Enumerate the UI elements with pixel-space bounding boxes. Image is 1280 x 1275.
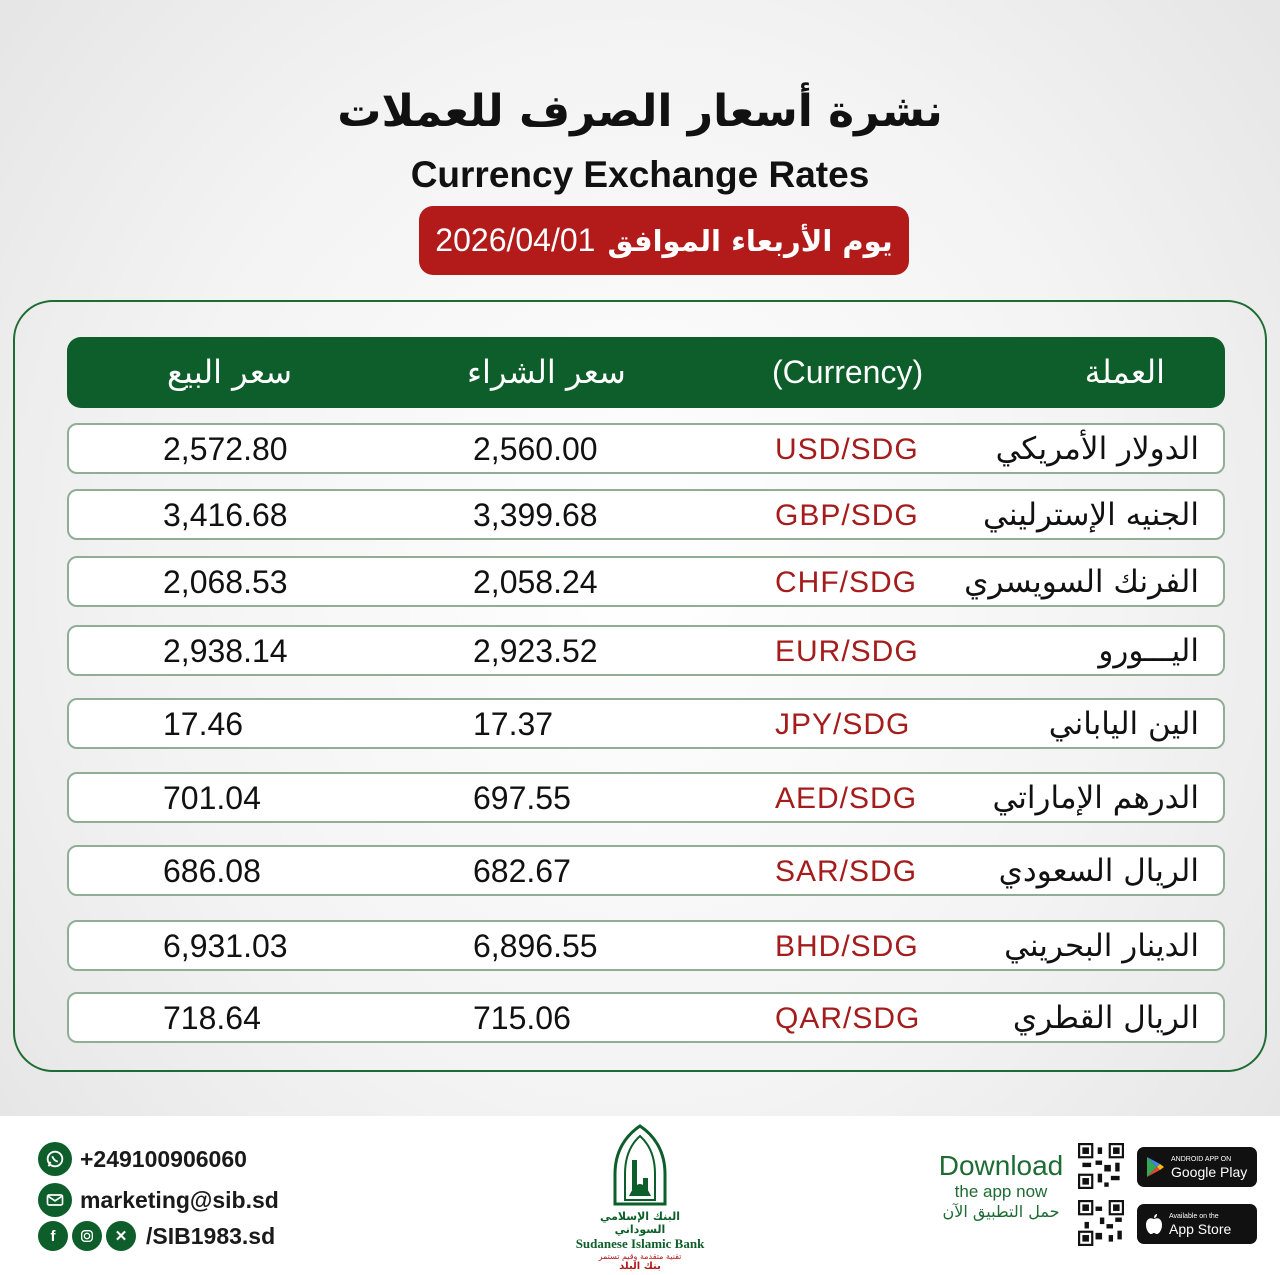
table-row bbox=[67, 423, 1225, 474]
bank-tagline: تقنية متقدمة وقيم تستمر bbox=[598, 1252, 682, 1261]
bank-logo bbox=[575, 1124, 705, 1272]
buy-rate: 2,560.00 bbox=[473, 431, 598, 467]
contact-phone[interactable] bbox=[38, 1142, 247, 1176]
phone-number: +249100906060 bbox=[80, 1145, 247, 1172]
sell-rate: 3,416.68 bbox=[163, 497, 288, 533]
sell-rate: 2,068.53 bbox=[163, 564, 288, 600]
email-address: marketing@sib.sd bbox=[80, 1186, 279, 1213]
buy-rate: 17.37 bbox=[473, 706, 554, 742]
sell-rate: 701.04 bbox=[163, 780, 261, 816]
google-play-label: Google Play bbox=[1171, 1163, 1248, 1180]
contact-email[interactable] bbox=[38, 1183, 279, 1217]
buy-rate: 2,058.24 bbox=[473, 564, 598, 600]
currency-code: BHD/SDG bbox=[775, 930, 919, 963]
currency-name: اليـــورو bbox=[1098, 633, 1199, 669]
download-text bbox=[930, 1150, 1072, 1221]
currency-code: EUR/SDG bbox=[775, 635, 919, 668]
apple-icon bbox=[1145, 1213, 1163, 1235]
buy-rate: 697.55 bbox=[473, 780, 571, 816]
currency-name: الدولار الأمريكي bbox=[995, 431, 1199, 467]
currency-code: USD/SDG bbox=[775, 433, 919, 466]
header-currency-ar: العملة bbox=[1084, 353, 1165, 391]
sell-rate: 17.46 bbox=[163, 706, 244, 742]
table-row bbox=[67, 920, 1225, 971]
google-play-icon bbox=[1145, 1156, 1165, 1178]
page-title-english: Currency Exchange Rates bbox=[410, 154, 870, 195]
sell-rate: 2,938.14 bbox=[163, 633, 288, 669]
qr-code[interactable] bbox=[1078, 1143, 1124, 1189]
buy-rate: 715.06 bbox=[473, 1000, 571, 1036]
download-title: Download bbox=[938, 1150, 1064, 1181]
bank-slogan: بنك البلد bbox=[619, 1261, 661, 1272]
currency-name: الريال السعودي bbox=[998, 853, 1199, 889]
table-row bbox=[67, 772, 1225, 823]
table-header bbox=[67, 337, 1225, 408]
table-row bbox=[67, 625, 1225, 676]
app-store-caption: Available on the bbox=[1169, 1212, 1219, 1220]
download-arabic: حمل التطبيق الآن bbox=[942, 1202, 1060, 1221]
facebook-icon[interactable]: f bbox=[38, 1221, 68, 1251]
buy-rate: 6,896.55 bbox=[473, 928, 598, 964]
date-banner bbox=[419, 206, 909, 275]
page-title-arabic: نشرة أسعار الصرف للعملات bbox=[337, 86, 943, 137]
table-row bbox=[67, 489, 1225, 540]
buy-rate: 2,923.52 bbox=[473, 633, 598, 669]
currency-code: CHF/SDG bbox=[775, 566, 917, 599]
currency-code: SAR/SDG bbox=[775, 855, 918, 888]
mosque-logo-icon bbox=[605, 1124, 675, 1206]
app-store-button[interactable] bbox=[1137, 1204, 1257, 1244]
buy-rate: 682.67 bbox=[473, 853, 571, 889]
currency-name: الدرهم الإماراتي bbox=[992, 780, 1199, 816]
currency-code: JPY/SDG bbox=[775, 708, 911, 741]
currency-name: الدينار البحريني bbox=[1004, 928, 1199, 964]
buy-rate: 3,399.68 bbox=[473, 497, 598, 533]
google-play-caption: ANDROID APP ON bbox=[1171, 1155, 1232, 1163]
sell-rate: 2,572.80 bbox=[163, 431, 288, 467]
download-subtitle: the app now bbox=[954, 1182, 1048, 1201]
table-row bbox=[67, 992, 1225, 1043]
instagram-icon[interactable] bbox=[72, 1221, 102, 1251]
whatsapp-icon bbox=[38, 1142, 72, 1176]
currency-name: الريال القطري bbox=[1012, 1000, 1199, 1036]
currency-name: الين الياباني bbox=[1048, 706, 1199, 742]
social-handle: /SIB1983.sd bbox=[146, 1222, 276, 1249]
currency-code: QAR/SDG bbox=[775, 1002, 921, 1035]
app-store-label: App Store bbox=[1169, 1220, 1232, 1237]
currency-code: AED/SDG bbox=[775, 782, 918, 815]
mail-icon bbox=[38, 1183, 72, 1217]
header-buy-rate: سعر الشراء bbox=[467, 353, 626, 391]
google-play-button[interactable] bbox=[1137, 1147, 1257, 1187]
table-row bbox=[67, 698, 1225, 749]
currency-name: الفرنك السويسري bbox=[964, 564, 1199, 600]
header-currency-en: (Currency) bbox=[772, 354, 924, 390]
header-sell-rate: سعر البيع bbox=[167, 353, 293, 391]
currency-name: الجنيه الإسترليني bbox=[983, 497, 1199, 533]
table-row bbox=[67, 556, 1225, 607]
currency-code: GBP/SDG bbox=[775, 499, 919, 532]
date-value: 2026/04/01 bbox=[435, 222, 596, 258]
bank-name-arabic: البنك الإسلامي السوداني bbox=[599, 1210, 681, 1236]
sell-rate: 686.08 bbox=[163, 853, 261, 889]
contact-social[interactable] bbox=[38, 1221, 275, 1251]
qr-code[interactable] bbox=[1078, 1200, 1124, 1246]
x-icon[interactable]: ✕ bbox=[106, 1221, 136, 1251]
sell-rate: 6,931.03 bbox=[163, 928, 288, 964]
table-row bbox=[67, 845, 1225, 896]
bank-name-english: Sudanese Islamic Bank bbox=[575, 1236, 705, 1251]
date-day-label: يوم الأربعاء الموافق bbox=[607, 223, 893, 258]
sell-rate: 718.64 bbox=[163, 1000, 261, 1036]
